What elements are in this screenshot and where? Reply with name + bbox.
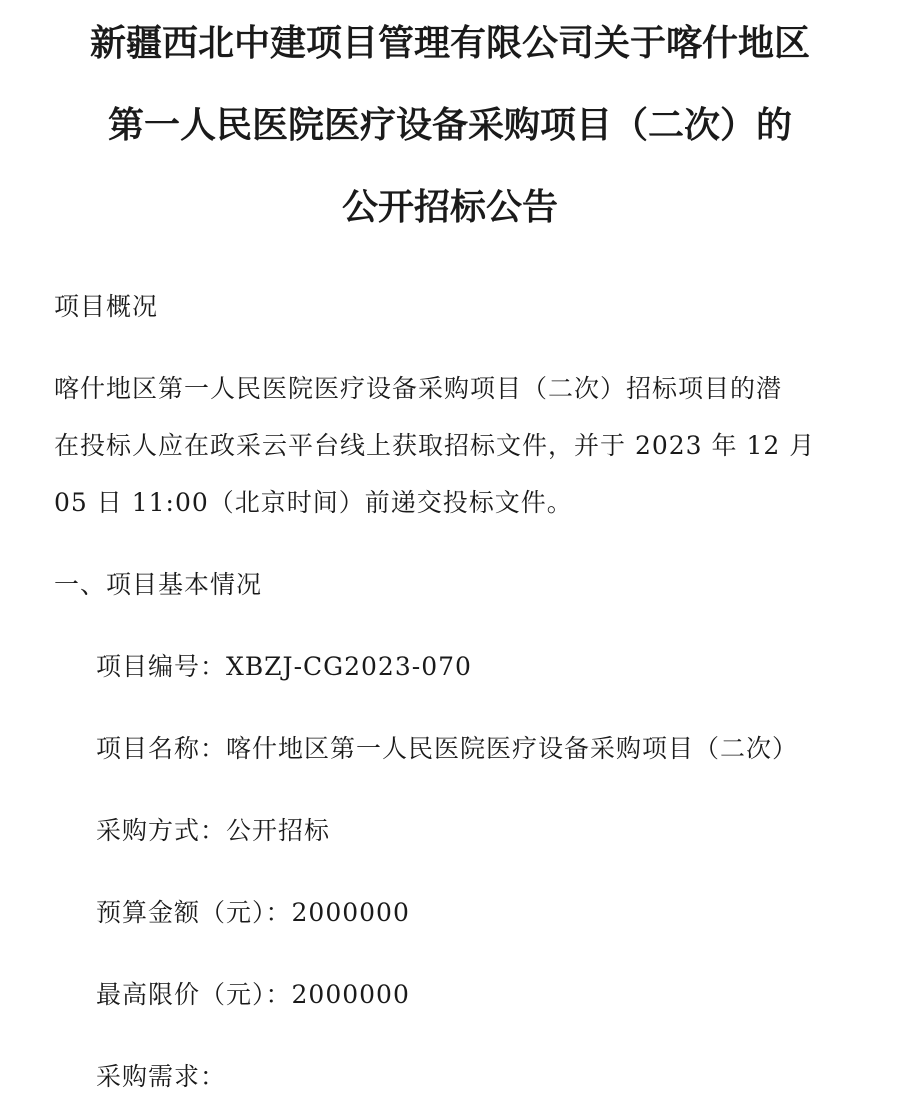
procurement-requirements-row [96, 1060, 226, 1094]
document-title-line-1: 新疆西北中建项目管理有限公司关于喀什地区 [89, 23, 810, 64]
procurement-method-value: 公开招标 [226, 816, 331, 845]
overview-heading: 项目概况 [54, 292, 159, 321]
document-title-line-2: 第一人民医院医疗设备采购项目（二次）的 [107, 105, 792, 146]
intro-paragraph-line-2: 在投标人应在政采云平台线上获取招标文件，并于 2023 年 12 月 [54, 431, 816, 460]
intro-paragraph-line-3: 05 日 11:00（北京时间）前递交投标文件。 [54, 488, 573, 517]
budget-label: 预算金额（元）： [96, 898, 292, 927]
max-price-label: 最高限价（元）： [96, 980, 292, 1009]
document-title-line-3: 公开招标公告 [341, 187, 558, 228]
intro-paragraph-line-1: 喀什地区第一人民医院医疗设备采购项目（二次）招标项目的潜 [54, 374, 783, 403]
project-number-label: 项目编号： [96, 652, 227, 681]
max-price-row [96, 978, 410, 1012]
procurement-method-label: 采购方式： [96, 816, 227, 845]
budget-value: 2000000 [291, 898, 410, 927]
procurement-method-row [96, 814, 330, 848]
project-number-value: XBZJ-CG2023-070 [226, 652, 472, 681]
section-1-heading: 一、项目基本情况 [54, 570, 263, 599]
project-name-label: 项目名称： [96, 734, 227, 763]
procurement-requirements-label: 采购需求： [96, 1062, 227, 1091]
project-name-row [96, 732, 798, 766]
project-name-value: 喀什地区第一人民医院医疗设备采购项目（二次） [226, 734, 799, 763]
max-price-value: 2000000 [291, 980, 410, 1009]
budget-row [96, 896, 410, 930]
project-number-row [96, 650, 472, 684]
